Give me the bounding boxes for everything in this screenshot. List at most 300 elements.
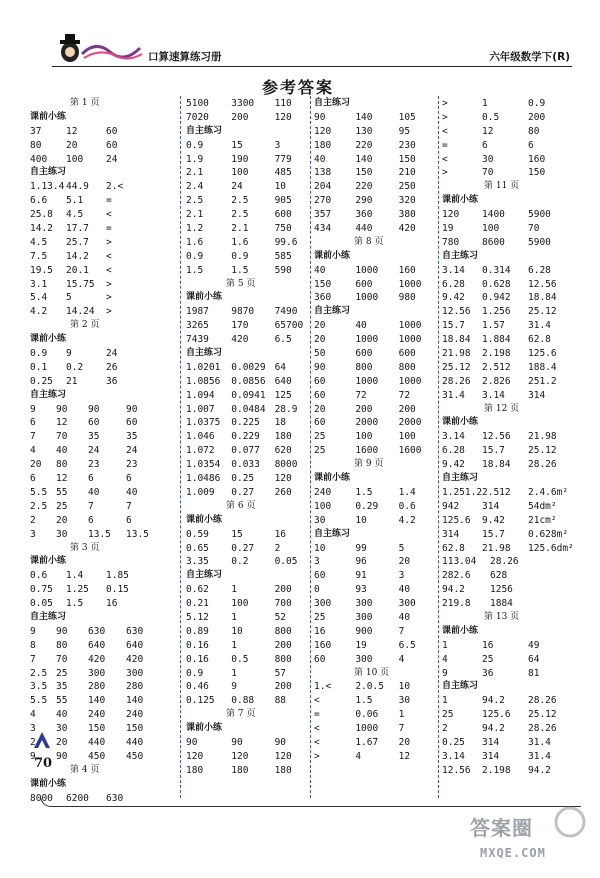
answer-cell: 6.6 [30, 195, 48, 207]
answer-row [442, 111, 578, 125]
answer-cell: 3.14 [482, 389, 505, 401]
heading-text: 第 11 页 [484, 181, 520, 192]
answer-row [186, 458, 310, 472]
answer-row [442, 236, 578, 250]
answer-row [186, 639, 310, 653]
answer-row [314, 361, 434, 375]
answer-cell: 7439 [186, 334, 209, 346]
answer-cell: 14.2 [30, 223, 53, 235]
answer-cell: 16 [482, 639, 494, 651]
heading-text: 课前小练 [442, 625, 479, 636]
answer-row [314, 430, 434, 444]
answer-row [314, 486, 434, 500]
page-heading [442, 180, 578, 194]
answer-cell: 60 [106, 139, 118, 151]
answer-cell: 18.84 [528, 292, 557, 304]
answer-cell: 65700 [274, 320, 304, 332]
answer-cell: 64 [528, 653, 540, 665]
answer-cell: 35 [126, 431, 138, 443]
answer-cell: 180 [274, 764, 292, 776]
answer-cell: 7490 [274, 306, 298, 318]
answer-cell: 1600 [398, 445, 422, 457]
answer-cell: 1.4 [398, 486, 416, 498]
answer-row [186, 486, 310, 500]
answer-cell: 8 [30, 639, 36, 651]
answer-cell: 4.5 [30, 236, 48, 248]
answer-cell: 0.942 [482, 292, 511, 304]
answer-cell: 600 [398, 348, 416, 360]
answer-cell: 0.2 [66, 361, 84, 373]
answer-row [30, 486, 175, 500]
answer-cell: 630 [88, 625, 106, 637]
answer-cell: 0.21 [186, 598, 209, 610]
answer-cell: 4 [398, 653, 405, 665]
answer-cell: 7 [398, 723, 405, 735]
section-heading [442, 194, 578, 208]
heading-text: 第 2 页 [70, 320, 100, 331]
answer-row [442, 722, 578, 736]
answer-cell: 3.35 [186, 556, 209, 568]
answer-cell: 125.6 [482, 709, 511, 721]
answer-cell: 420 [88, 653, 106, 665]
answer-row [186, 208, 310, 222]
answer-cell: 100 [314, 500, 332, 512]
answer-cell: 95 [398, 125, 411, 137]
answer-cell: 8000 [274, 459, 298, 471]
answer-cell: 1.2 [186, 223, 204, 235]
answer-cell: 0.15 [106, 584, 129, 596]
answer-row [30, 694, 175, 708]
answer-cell: = [442, 139, 448, 151]
answer-cell: 25.7 [66, 236, 89, 248]
section-heading [186, 125, 310, 139]
answer-row [186, 444, 310, 458]
answer-cell: 80 [30, 139, 42, 151]
answer-cell: 21cm² [528, 514, 557, 526]
answer-cell: 2 [30, 736, 36, 748]
heading-text: 课前小练 [30, 556, 67, 567]
answer-cell: 3.14 [442, 431, 465, 443]
answer-row [442, 264, 578, 278]
answer-row [314, 694, 434, 708]
answer-cell: 21.98 [528, 431, 557, 443]
answer-cell: 16 [274, 528, 287, 540]
answer-cell: 180 [231, 764, 249, 776]
answer-cell: 2.0.5 [355, 681, 384, 693]
answer-row [186, 236, 310, 250]
answer-cell: 5900 [528, 236, 551, 248]
answer-cell: 20 [56, 514, 68, 526]
answer-row [442, 667, 578, 681]
answer-cell: 60 [314, 389, 326, 401]
page-number: 70 [34, 756, 53, 771]
answer-cell: 314 [528, 389, 546, 401]
answer-cell: 3265 [186, 320, 209, 332]
answer-cell: 60 [314, 570, 326, 582]
answer-cell: 1.5 [355, 486, 373, 498]
grade-label: 六年级数学下(R) [489, 51, 570, 63]
answer-cell: 9 [30, 403, 36, 415]
answer-row [442, 500, 578, 514]
answer-cell: 120 [274, 750, 292, 762]
answer-cell: 100 [231, 598, 249, 610]
answer-cell: 3 [30, 528, 36, 540]
answer-cell: 300 [355, 611, 373, 623]
answer-cell: 88 [274, 695, 287, 707]
answer-cell: 3.1 [30, 278, 48, 290]
answer-cell: 100 [231, 167, 249, 179]
answer-cell: 138 [314, 167, 332, 179]
answer-cell: 1.9 [186, 153, 204, 165]
answer-row [186, 111, 310, 125]
answer-cell: 12 [56, 473, 68, 485]
answer-cell: 4 [30, 445, 36, 457]
answer-cell: 1.009 [186, 486, 215, 498]
answer-cell: 10 [274, 181, 287, 193]
answer-row [314, 333, 434, 347]
answer-cell: 2.4 [186, 181, 204, 193]
section-heading [314, 97, 434, 111]
answer-cell: 100 [66, 153, 84, 165]
answer-cell: = [106, 195, 112, 207]
answer-cell: 180 [274, 431, 292, 443]
answer-row [314, 347, 434, 361]
answer-cell: 1.57 [482, 320, 505, 332]
answer-cell: 4.2 [30, 306, 48, 318]
answer-cell: 12 [66, 125, 78, 137]
answer-cell: 49 [528, 639, 540, 651]
answer-cell: 1.007 [186, 403, 215, 415]
answer-cell: > [442, 111, 448, 123]
heading-text: 自主练习 [314, 306, 351, 317]
answer-row [186, 97, 310, 111]
answer-cell: 16 [106, 598, 118, 610]
answer-row [186, 153, 310, 167]
answer-cell: 200 [274, 681, 292, 693]
heading-text: 自主练习 [442, 250, 479, 261]
answer-cell: 905 [274, 195, 292, 207]
answer-cell: 160 [528, 153, 546, 165]
answer-cell: 240 [88, 709, 106, 721]
answer-cell: 2000 [355, 417, 379, 429]
section-heading [186, 722, 310, 736]
section-heading [442, 250, 578, 264]
answer-row [186, 667, 310, 681]
answer-row [186, 319, 310, 333]
answer-row [186, 680, 310, 694]
answer-cell: 360 [314, 292, 332, 304]
answer-row [442, 639, 578, 653]
answer-cell: 150 [314, 278, 332, 290]
answer-cell: 90 [126, 403, 138, 415]
answer-cell: 25.12 [528, 709, 557, 721]
answer-cell: 55 [56, 695, 68, 707]
answer-cell: 200 [231, 111, 249, 123]
answer-cell: 21 [66, 375, 78, 387]
answer-cell: 5.4 [30, 292, 48, 304]
page-heading [442, 611, 578, 625]
answer-row [442, 597, 578, 611]
answer-row [314, 375, 434, 389]
page-title: 参考答案 [262, 78, 335, 97]
answer-cell: 70 [56, 431, 68, 443]
answer-cell: 18 [274, 417, 287, 429]
answer-row [30, 361, 175, 375]
answer-cell: 450 [88, 750, 106, 762]
answer-cell: 2 [274, 542, 281, 554]
answer-cell: 60 [126, 417, 138, 429]
answer-cell: 1.25 [66, 584, 89, 596]
answer-row [314, 583, 434, 597]
answer-cell: 2.1 [231, 223, 249, 235]
answer-cell: 20 [314, 320, 326, 332]
answer-cell: 0.16 [186, 639, 209, 651]
section-heading [186, 569, 310, 583]
answer-cell: 6 [88, 514, 94, 526]
answer-cell: 15.7 [482, 445, 505, 457]
answer-cell: 60 [106, 125, 118, 137]
answer-row [186, 597, 310, 611]
answer-cell: 6200 [66, 792, 89, 804]
answer-cell: 485 [274, 167, 292, 179]
header-rule [52, 66, 572, 67]
answer-cell: 640 [88, 639, 106, 651]
section-heading [30, 778, 175, 792]
heading-text: 课前小练 [186, 723, 223, 734]
section-heading [186, 291, 310, 305]
answer-cell: 251.2 [528, 375, 557, 387]
answer-row [314, 125, 434, 139]
answer-cell: 314 [482, 500, 500, 512]
answer-cell: 1.256 [482, 306, 511, 318]
answer-cell: > [106, 236, 112, 248]
answer-cell: 400 [30, 153, 48, 165]
answer-row [442, 153, 578, 167]
answer-cell: 2.4.6m² [528, 486, 569, 498]
answer-cell: 1 [442, 639, 448, 651]
answer-cell: 105 [398, 111, 416, 123]
answer-row [30, 500, 175, 514]
answer-cell: 7 [398, 625, 405, 637]
answer-cell: 290 [355, 195, 373, 207]
answer-cell: 0.628 [482, 278, 511, 290]
answer-cell: 60 [314, 417, 326, 429]
answer-cell: 15.7 [482, 528, 505, 540]
answer-cell: 140 [126, 695, 144, 707]
answer-cell: 180 [186, 764, 204, 776]
page-heading [30, 542, 175, 556]
answer-cell: 90 [56, 403, 68, 415]
page-heading [30, 319, 175, 333]
answer-cell: 25 [314, 445, 326, 457]
answer-cell: 0.46 [186, 681, 209, 693]
answer-row [314, 542, 434, 556]
answer-cell: 99.6 [274, 236, 298, 248]
answer-row [314, 569, 434, 583]
answer-cell: 0.88 [231, 695, 255, 707]
heading-text: 课前小练 [314, 250, 351, 261]
answer-cell: 14.24 [66, 306, 95, 318]
answer-cell: 250 [398, 181, 416, 193]
answer-cell: 280 [88, 681, 106, 693]
answer-cell: 300 [314, 598, 332, 610]
answer-cell: 90 [231, 736, 243, 748]
answer-cell: 90 [56, 625, 68, 637]
answer-cell: 0.62 [186, 584, 209, 596]
answer-cell: 628 [490, 570, 508, 582]
answer-cell: 80 [56, 459, 68, 471]
answer-cell: 260 [274, 486, 292, 498]
heading-text: 自主练习 [30, 389, 67, 400]
answer-cell: 20 [66, 139, 78, 151]
answer-cell: 12.56 [442, 306, 471, 318]
answer-row [186, 166, 310, 180]
answer-cell: 90 [274, 736, 287, 748]
column-divider [438, 96, 439, 798]
answer-cell: 0.25 [442, 736, 465, 748]
answer-cell: 190 [231, 153, 249, 165]
answer-row [30, 583, 175, 597]
answer-row [442, 458, 578, 472]
answer-cell: 20 [30, 459, 42, 471]
answer-cell: 1 [398, 709, 405, 721]
answer-cell: 600 [355, 278, 373, 290]
answer-cell: 150 [126, 723, 144, 735]
answer-column-2 [186, 97, 310, 778]
answer-cell: 81 [528, 667, 540, 679]
section-heading [442, 416, 578, 430]
heading-text: 第 10 页 [354, 667, 390, 678]
answer-cell: 620 [274, 445, 292, 457]
page-heading [314, 667, 434, 681]
answer-cell: 140 [355, 153, 373, 165]
answer-cell: 0.125 [186, 695, 215, 707]
answer-cell: 18.84 [482, 459, 511, 471]
answer-cell: 24 [126, 445, 138, 457]
answer-row [186, 625, 310, 639]
answer-row [30, 139, 175, 153]
answer-row [314, 514, 434, 528]
answer-cell: 3 [314, 556, 320, 568]
answer-row [30, 597, 175, 611]
answer-cell: 1 [231, 667, 237, 679]
heading-text: 课前小练 [314, 473, 351, 484]
answer-cell: 72 [355, 389, 367, 401]
answer-cell: 200 [398, 403, 416, 415]
answer-cell: 24 [106, 348, 118, 360]
answer-cell: 12 [56, 417, 68, 429]
answer-cell: 12 [398, 750, 411, 762]
answer-cell: 1.046 [186, 431, 215, 443]
answer-cell: > [106, 306, 112, 318]
answer-cell: 90 [88, 403, 100, 415]
answer-cell: 800 [274, 625, 292, 637]
answer-row [314, 444, 434, 458]
answer-cell: 4 [442, 653, 448, 665]
answer-row [442, 708, 578, 722]
answer-cell: 30 [482, 153, 494, 165]
answer-cell: 60 [88, 417, 100, 429]
answer-row [314, 403, 434, 417]
answer-column-3 [314, 97, 434, 764]
answer-cell: 300 [355, 653, 373, 665]
answer-cell: 13.5 [88, 528, 111, 540]
heading-text: 自主练习 [442, 681, 479, 692]
answer-cell: > [106, 292, 112, 304]
answer-cell: 9.42 [442, 459, 465, 471]
answer-cell: 0.6 [398, 500, 416, 512]
answer-cell: 0.2 [231, 556, 249, 568]
answer-cell: 9 [30, 625, 36, 637]
answer-cell: 80 [56, 639, 68, 651]
answer-cell: 0.9 [186, 139, 204, 151]
answer-row [30, 250, 175, 264]
answer-cell: 90 [186, 736, 198, 748]
answer-cell: = [314, 709, 320, 721]
answer-cell: 14.2 [66, 250, 89, 262]
answer-row [186, 389, 310, 403]
answer-cell: 800 [398, 361, 416, 373]
answer-cell: 7.5 [30, 250, 48, 262]
answer-cell: 1000 [355, 375, 379, 387]
answer-cell: 0.9 [528, 98, 546, 109]
answer-cell: < [106, 250, 112, 262]
answer-cell: 150 [355, 167, 373, 179]
section-heading [314, 250, 434, 264]
answer-cell: 420 [398, 223, 416, 235]
answer-cell: 5 [66, 292, 72, 304]
heading-text: 自主练习 [186, 125, 223, 136]
section-heading [314, 305, 434, 319]
heading-text: 第 5 页 [226, 278, 256, 289]
answer-cell: 204 [314, 181, 332, 193]
answer-cell: 0.0484 [231, 403, 266, 415]
answer-cell: 15.75 [66, 278, 95, 290]
answer-row [30, 416, 175, 430]
answer-cell: 2.198 [482, 764, 511, 776]
answer-cell: 0.0029 [231, 361, 266, 373]
answer-row [30, 347, 175, 361]
answer-cell: 0.314 [482, 264, 511, 276]
answer-cell: 15 [231, 528, 243, 540]
answer-cell: 30 [56, 723, 68, 735]
heading-text: 第 13 页 [484, 611, 520, 622]
answer-cell: < [106, 264, 112, 276]
answer-cell: 9 [30, 750, 36, 762]
answer-cell: 40 [56, 445, 68, 457]
answer-row [186, 333, 310, 347]
answer-cell: 3 [398, 570, 405, 582]
watermark-url: MXQE.COM [480, 846, 546, 860]
answer-cell: 2.198 [482, 348, 511, 360]
heading-text: 课前小练 [186, 514, 223, 525]
answer-cell: 1 [231, 639, 237, 651]
answer-cell: 28.26 [528, 695, 557, 707]
answer-cell: 6 [528, 139, 534, 151]
answer-cell: 5900 [528, 209, 551, 221]
answer-cell: 100 [355, 431, 373, 443]
answer-row [314, 708, 434, 722]
answer-row [186, 528, 310, 542]
answer-cell: 314 [482, 736, 500, 748]
answer-row [314, 625, 434, 639]
answer-row [30, 305, 175, 319]
answer-cell: 140 [355, 111, 373, 123]
answer-cell: 25 [56, 667, 68, 679]
answer-cell: 1000 [398, 320, 422, 332]
answer-cell: 94.2 [528, 764, 551, 776]
answer-row [442, 444, 578, 458]
